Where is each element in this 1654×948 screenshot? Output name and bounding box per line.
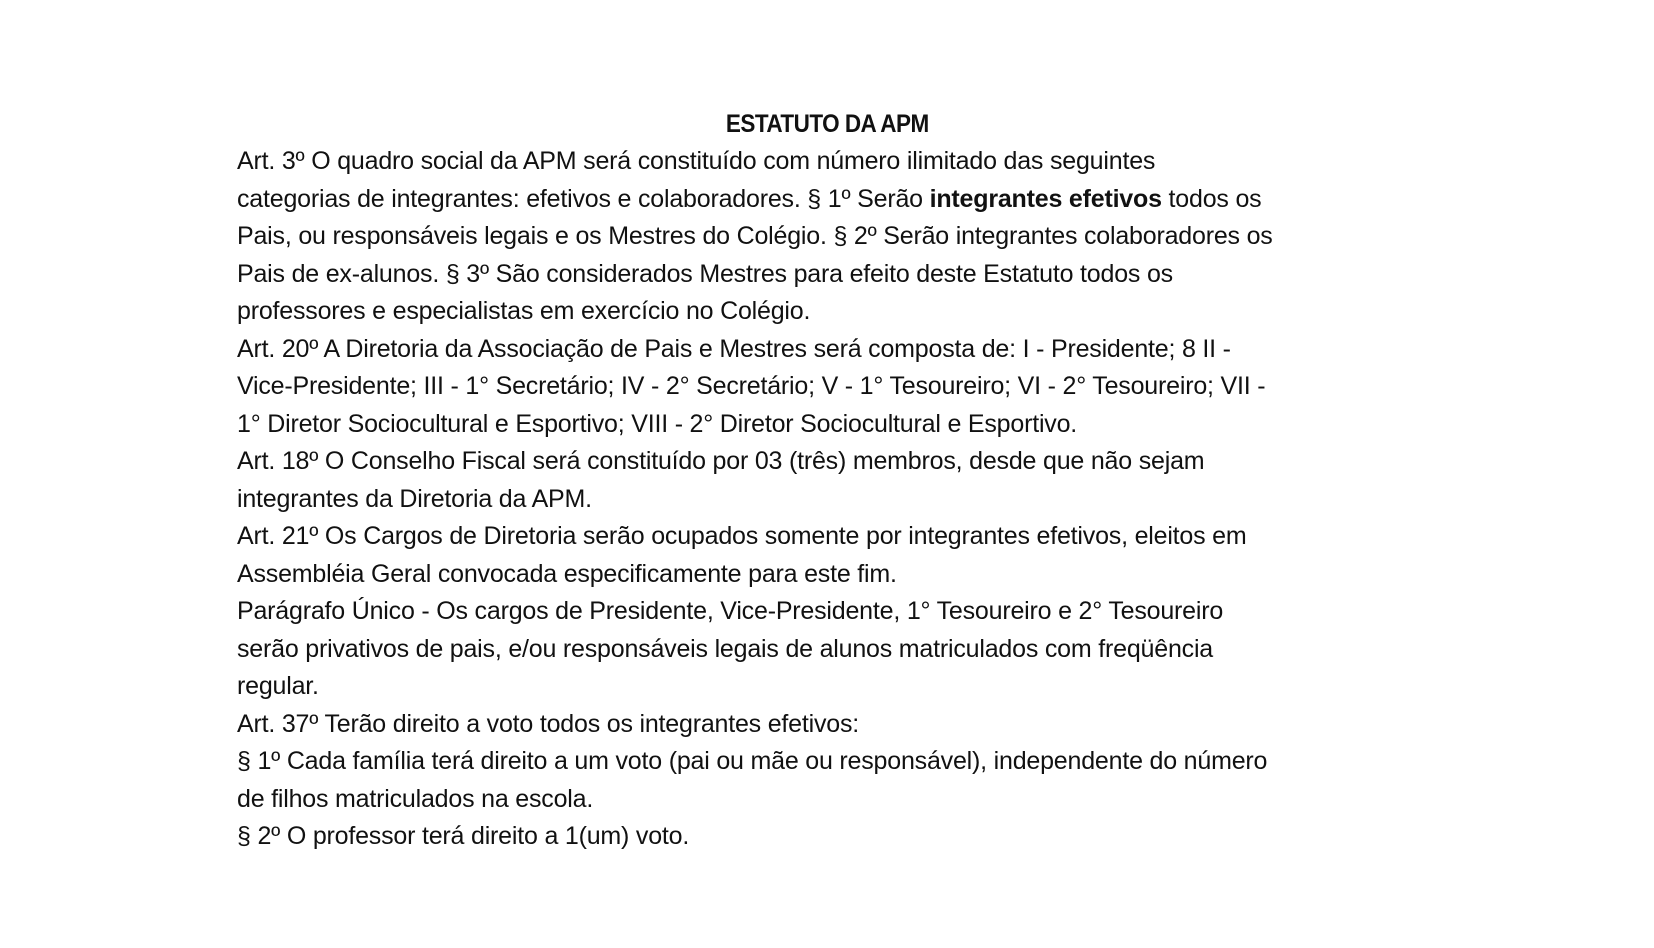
text-line: de filhos matriculados na escola. bbox=[237, 784, 594, 813]
text-line: serão privativos de pais, e/ou responsáveis legais de alunos matriculados com freqüência bbox=[237, 634, 1214, 663]
text-line: Art. 21º Os Cargos de Diretoria serão ocupados somente por integrantes efetivos, eleitos em bbox=[237, 522, 1247, 550]
text-line: § 1º Cada família terá direito a um voto (pai ou mãe ou responsável), independente do número bbox=[237, 747, 1268, 775]
text-line: Assembléia Geral convocada especificamente para este fim. bbox=[237, 559, 897, 588]
text-line: integrantes da Diretoria da APM. bbox=[237, 484, 592, 513]
text-line: Pais, ou responsáveis legais e os Mestres do Colégio. § 2º Serão integrantes colaboradores os bbox=[237, 222, 1273, 250]
document-body bbox=[237, 143, 1437, 856]
text-line: § 2º O professor terá direito a 1(um) voto. bbox=[237, 822, 690, 850]
text-line: professores e especialistas em exercício no Colégio. bbox=[237, 297, 811, 325]
text-line: Parágrafo Único - Os cargos de Presidente, Vice-Presidente, 1° Tesoureiro e 2° Tesoureiro bbox=[237, 597, 1224, 625]
text-segment: categorias de integrantes: efetivos e colaboradores. § 1º Serão bbox=[237, 184, 930, 213]
text-line: Art. 20º A Diretoria da Associação de Pais e Mestres será composta de: I - Presidente; 8 II - bbox=[237, 334, 1231, 363]
text-line: Art. 18º O Conselho Fiscal será constituído por 03 (três) membros, desde que não sejam bbox=[237, 447, 1205, 475]
text-line bbox=[237, 181, 1437, 219]
text-segment: todos os bbox=[1161, 184, 1262, 213]
document-title: ESTATUTO DA APM bbox=[725, 110, 929, 138]
text-line: regular. bbox=[237, 672, 319, 700]
text-line: Art. 37º Terão direito a voto todos os integrantes efetivos: bbox=[237, 709, 860, 738]
bold-text-segment: integrantes efetivos bbox=[929, 184, 1162, 213]
text-line: Vice-Presidente; III - 1° Secretário; IV - 2° Secretário; V - 1° Tesoureiro; VI - 2° Tesoureiro; VII - bbox=[237, 372, 1266, 400]
text-line: Art. 3º O quadro social da APM será constituído com número ilimitado das seguintes bbox=[237, 147, 1156, 175]
text-line: 1° Diretor Sociocultural e Esportivo; VIII - 2° Diretor Sociocultural e Esportivo. bbox=[237, 409, 1078, 438]
text-line: Pais de ex-alunos. § 3º São considerados Mestres para efeito deste Estatuto todos os bbox=[237, 259, 1173, 288]
